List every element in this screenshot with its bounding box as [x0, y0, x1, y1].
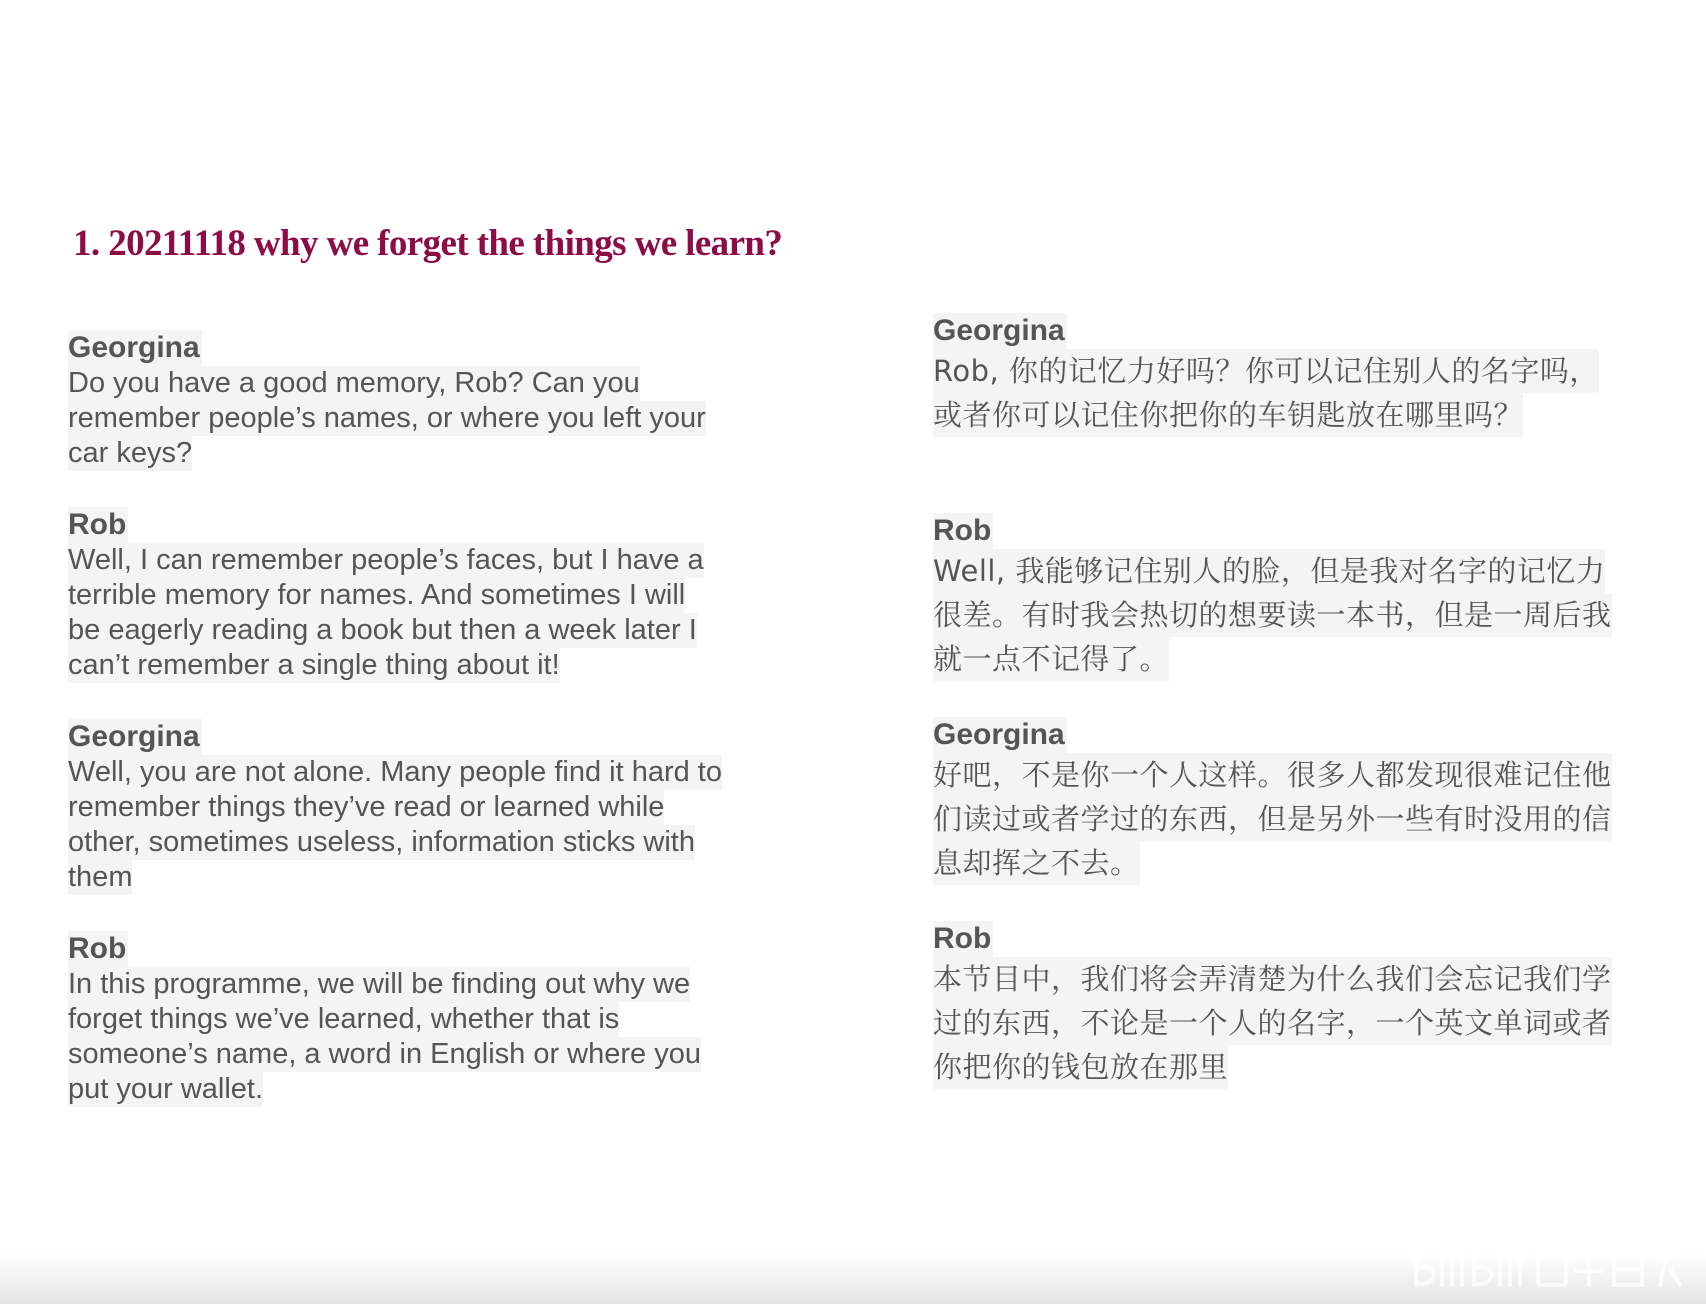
chinese-dialogue-block — [933, 313, 1653, 437]
translation-line: 过的东西，不论是一个人的名字，一个英文单词或者 — [933, 1001, 1612, 1045]
translation-line: 你把你的钱包放在那里 — [933, 1045, 1228, 1089]
translation-line: 或者你可以记住你把你的车钥匙放在哪里吗？ — [933, 393, 1523, 437]
translation-line: 本节目中，我们将会弄清楚为什么我们会忘记我们学 — [933, 957, 1612, 1001]
speaker-name: Georgina — [933, 718, 1065, 751]
english-transcript-column — [68, 330, 788, 1143]
page-title: 1. 20211118 why we forget the things we learn? — [73, 223, 783, 264]
english-dialogue-block — [68, 931, 788, 1107]
dialogue-line: remember people’s names, or where you left your — [68, 402, 706, 434]
chinese-dialogue-block — [933, 513, 1653, 681]
speaker-name: Rob — [933, 922, 992, 955]
dialogue-line: someone’s name, a word in English or where you — [68, 1038, 701, 1070]
dialogue-line: Well, I can remember people’s faces, but I have a — [68, 544, 704, 576]
translation-line: 好吧，不是你一个人这样。很多人都发现很难记住他 — [933, 753, 1612, 797]
speaker-name: Rob — [933, 514, 992, 547]
dialogue-line: forget things we’ve learned, whether that is — [68, 1003, 620, 1035]
dialogue-line: other, sometimes useless, information sticks with — [68, 826, 695, 858]
translation-line: 息却挥之不去。 — [933, 841, 1140, 885]
dialogue-line: In this programme, we will be finding out why we — [68, 968, 691, 1000]
chinese-dialogue-block — [933, 717, 1653, 885]
dialogue-line: put your wallet. — [68, 1073, 264, 1105]
english-dialogue-block — [68, 330, 788, 471]
dialogue-line: car keys? — [68, 437, 193, 469]
translation-line: Rob, 你的记忆力好吗？你可以记住别人的名字吗， — [933, 349, 1599, 393]
translation-line: 们读过或者学过的东西，但是另外一些有时没用的信 — [933, 797, 1612, 841]
translation-line: 就一点不记得了。 — [933, 637, 1169, 681]
speaker-name: Georgina — [933, 314, 1065, 347]
chinese-translation-column — [933, 313, 1653, 1125]
speaker-name: Georgina — [68, 720, 200, 753]
chinese-dialogue-block — [933, 921, 1653, 1089]
dialogue-line: remember things they’ve read or learned while — [68, 791, 665, 823]
speaker-name: Rob — [68, 508, 127, 541]
speaker-name: Georgina — [68, 331, 200, 364]
translation-line: Well, 我能够记住别人的脸，但是我对名字的记忆力 — [933, 549, 1605, 593]
translation-line: 很差。有时我会热切的想要读一本书，但是一周后我 — [933, 593, 1612, 637]
dialogue-line: Well, you are not alone. Many people find it hard to — [68, 756, 722, 788]
dialogue-line: terrible memory for names. And sometimes I will — [68, 579, 686, 611]
dialogue-line: can’t remember a single thing about it! — [68, 649, 560, 681]
dialogue-line: be eagerly reading a book but then a week later I — [68, 614, 697, 646]
bilibili-watermark-icon — [1408, 1247, 1688, 1296]
english-dialogue-block — [68, 719, 788, 895]
english-dialogue-block — [68, 507, 788, 683]
dialogue-line: Do you have a good memory, Rob? Can you — [68, 367, 640, 399]
speaker-name: Rob — [68, 932, 127, 965]
dialogue-line: them — [68, 861, 133, 893]
